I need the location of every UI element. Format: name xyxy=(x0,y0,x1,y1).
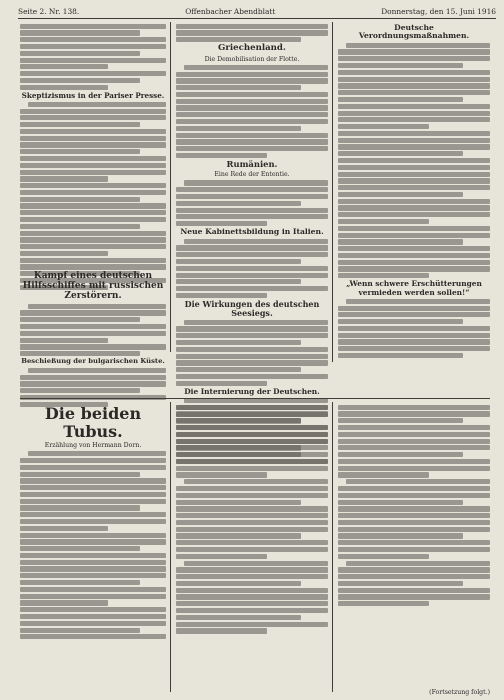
headline-beschiessung: Beschießung der bulgarischen Küste. xyxy=(21,357,165,366)
story-column-3 xyxy=(338,403,490,693)
continuation-note: (Fortsetzung folgt.) xyxy=(429,689,490,696)
page-number: Seite 2. Nr. 138. xyxy=(18,6,80,16)
page-header xyxy=(18,4,496,19)
story-subtitle: Erzählung von Hermann Dorn. xyxy=(44,442,142,450)
headline-seesieg: Die Wirkungen des deutschen Seesiegs. xyxy=(184,299,320,318)
column-3 xyxy=(338,22,490,362)
story-column-1 xyxy=(20,403,166,693)
story-title: Die beiden Tubus. xyxy=(44,404,142,441)
headline-hilfsschiff: Kampf eines deutschen Hilfsschiffes mit russischen Zerstörern. xyxy=(22,271,164,301)
headline-internierung: Die Internierung der Deutschen. xyxy=(184,386,320,396)
subheadline-rede: Eine Rede der Ententie. xyxy=(214,171,290,179)
subheadline-flotte: Die Demobilisation der Flotte. xyxy=(204,55,300,63)
headline-rumaenien: Rumänien. xyxy=(226,159,278,170)
issue-date: Donnerstag, den 15. Juni 1916 xyxy=(381,6,496,16)
headline-verordnungen: Deutsche Verordnungsmaßnahmen. xyxy=(358,23,470,41)
column-1-lower xyxy=(20,270,166,390)
headline-kabinett: Neue Kabinettsbildung in Italien. xyxy=(180,227,324,237)
column-2 xyxy=(176,22,328,396)
headline-erschuetterungen: „Wenn schwere Erschütterungen vermieden werden sollen!“ xyxy=(346,279,482,297)
newspaper-title: Offenbacher Abendblatt xyxy=(185,6,276,16)
headline-griechenland: Griechenland. xyxy=(218,43,286,54)
headline-skeptizismus: Skeptizismus in der Pariser Presse. xyxy=(21,90,165,100)
story-column-2 xyxy=(176,403,328,693)
article-text xyxy=(20,24,166,90)
